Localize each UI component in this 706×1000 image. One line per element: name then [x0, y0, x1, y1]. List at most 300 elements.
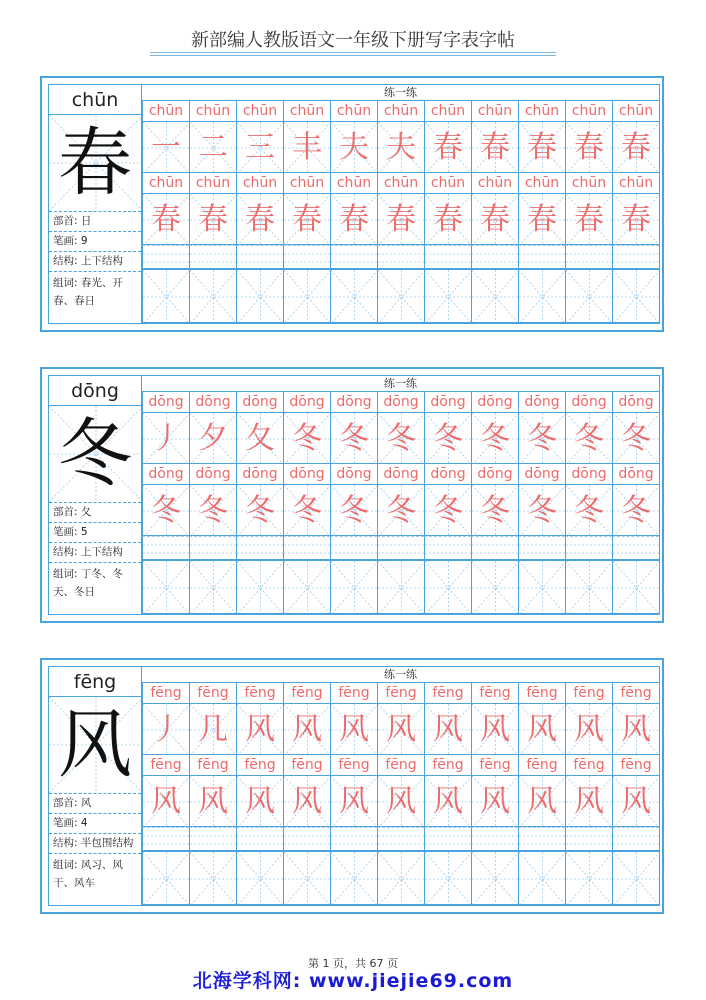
pinyin-cell: dōng	[330, 392, 377, 412]
trace-character: 冬	[339, 421, 369, 456]
writing-cell[interactable]	[377, 775, 424, 827]
writing-cell[interactable]	[330, 193, 377, 245]
pinyin-guide-lines	[237, 537, 283, 560]
pinyin-cell: dōng	[377, 392, 424, 412]
blank-pinyin-cell[interactable]	[142, 827, 189, 851]
pinyin-guide-lines	[331, 537, 377, 560]
writing-cell[interactable]	[471, 775, 518, 827]
pinyin-cell: fēng	[142, 755, 189, 775]
words-line-2: 春、春日	[53, 295, 95, 307]
pinyin-guide-lines	[378, 246, 424, 269]
writing-cell[interactable]	[236, 703, 283, 755]
writing-cell[interactable]	[518, 121, 565, 173]
blank-writing-cell[interactable]	[189, 560, 236, 614]
writing-cell[interactable]	[330, 775, 377, 827]
pinyin-guide-lines	[237, 246, 283, 269]
pinyin-guide-lines	[613, 828, 659, 851]
pinyin-guide-lines	[143, 537, 189, 560]
writing-cell[interactable]	[612, 703, 659, 755]
blank-pinyin-cell[interactable]	[471, 827, 518, 851]
writing-cell[interactable]	[377, 412, 424, 464]
mizi-guide	[378, 270, 424, 323]
trace-character: 冬	[621, 421, 651, 456]
pinyin-guide-lines	[613, 246, 659, 269]
pinyin-row	[142, 683, 659, 703]
info-row	[49, 813, 141, 833]
trace-character: 风	[151, 784, 181, 819]
blank-writing-cell[interactable]	[424, 851, 471, 905]
writing-cell[interactable]	[565, 703, 612, 755]
mizi-guide	[143, 270, 189, 323]
writing-cell[interactable]	[142, 412, 189, 464]
pinyin-cell: chūn	[330, 173, 377, 193]
writing-cell[interactable]	[424, 703, 471, 755]
writing-cell[interactable]	[236, 775, 283, 827]
writing-cell[interactable]	[142, 703, 189, 755]
words-label: 组词:	[53, 568, 81, 580]
mizi-guide	[472, 561, 518, 614]
blank-pinyin-cell[interactable]	[565, 827, 612, 851]
writing-row	[142, 193, 659, 245]
pinyin-cell: fēng	[424, 683, 471, 703]
radical-value: 夂	[80, 506, 92, 518]
blank-pinyin-cell[interactable]	[565, 536, 612, 560]
pinyin-cell: fēng	[471, 755, 518, 775]
pinyin-guide-lines	[472, 537, 518, 560]
trace-character: 风	[386, 712, 416, 747]
blank-writing-cell[interactable]	[612, 851, 659, 905]
blank-writing-cell[interactable]	[283, 560, 330, 614]
writing-cell[interactable]	[471, 412, 518, 464]
radical-value: 日	[80, 215, 92, 227]
writing-cell[interactable]	[565, 412, 612, 464]
pinyin-cell: chūn	[612, 173, 659, 193]
trace-character: 春	[245, 202, 275, 237]
main-character: 春	[58, 120, 132, 206]
blank-writing-cell[interactable]	[471, 560, 518, 614]
pinyin-cell: dōng	[565, 464, 612, 484]
writing-cell[interactable]	[612, 484, 659, 536]
pinyin-cell: chūn	[189, 173, 236, 193]
mizi-guide	[284, 561, 330, 614]
writing-cell[interactable]	[424, 412, 471, 464]
blank-writing-cell[interactable]	[612, 269, 659, 323]
writing-cell[interactable]	[189, 775, 236, 827]
blank-pinyin-cell[interactable]	[518, 245, 565, 269]
trace-character: 冬	[527, 493, 557, 528]
pinyin-cell: fēng	[189, 683, 236, 703]
pinyin-cell: dōng	[236, 392, 283, 412]
pinyin-guide-lines	[425, 246, 471, 269]
writing-cell[interactable]	[283, 193, 330, 245]
trace-character: 冬	[292, 493, 322, 528]
blank-row	[142, 851, 659, 905]
blank-pinyin-cell[interactable]	[330, 536, 377, 560]
blank-pinyin-cell[interactable]	[377, 245, 424, 269]
practice-label: 练一练	[142, 85, 659, 101]
character-card	[40, 658, 664, 914]
blank-writing-cell[interactable]	[565, 851, 612, 905]
blank-writing-cell[interactable]	[142, 560, 189, 614]
trace-character: 冬	[292, 421, 322, 456]
writing-cell[interactable]	[189, 412, 236, 464]
pinyin-cell: chūn	[471, 173, 518, 193]
writing-cell[interactable]	[565, 484, 612, 536]
info-row	[49, 211, 141, 231]
blank-writing-cell[interactable]	[330, 560, 377, 614]
blank-pinyin-cell[interactable]	[377, 827, 424, 851]
trace-character: 春	[480, 130, 510, 165]
pinyin-cell: chūn	[565, 173, 612, 193]
title-divider	[150, 55, 556, 56]
writing-cell[interactable]	[236, 193, 283, 245]
pinyin-guide-lines	[284, 537, 330, 560]
trace-character: 冬	[480, 493, 510, 528]
blank-pinyin-cell[interactable]	[236, 827, 283, 851]
mizi-guide	[190, 561, 236, 614]
blank-pinyin-cell[interactable]	[189, 245, 236, 269]
trace-character: 夫	[339, 130, 369, 165]
mizi-guide	[472, 270, 518, 323]
pinyin-cell: chūn	[424, 101, 471, 121]
writing-cell[interactable]	[424, 484, 471, 536]
blank-writing-cell[interactable]	[330, 851, 377, 905]
blank-pinyin-cell[interactable]	[518, 827, 565, 851]
writing-cell[interactable]	[189, 193, 236, 245]
practice-grid	[142, 666, 660, 906]
pinyin-cell: dōng	[565, 392, 612, 412]
blank-writing-cell[interactable]	[142, 851, 189, 905]
blank-writing-cell[interactable]	[424, 269, 471, 323]
blank-writing-cell[interactable]	[612, 560, 659, 614]
writing-cell[interactable]	[330, 484, 377, 536]
pinyin-cell: dōng	[518, 464, 565, 484]
blank-pinyin-cell[interactable]	[283, 827, 330, 851]
words-label: 组词:	[53, 277, 81, 289]
structure-label: 结构:	[53, 546, 81, 558]
pinyin-guide-lines	[378, 828, 424, 851]
main-character-box	[49, 697, 141, 793]
writing-cell[interactable]	[424, 193, 471, 245]
blank-writing-cell[interactable]	[330, 269, 377, 323]
writing-cell[interactable]	[283, 412, 330, 464]
info-row	[49, 833, 141, 853]
writing-cell[interactable]	[189, 484, 236, 536]
pinyin-row	[142, 173, 659, 193]
trace-character: 二	[198, 130, 228, 165]
trace-character: 风	[198, 784, 228, 819]
pinyin-guide-lines	[378, 537, 424, 560]
writing-cell[interactable]	[471, 121, 518, 173]
pinyin-guide-lines	[519, 828, 565, 851]
pinyin-cell: fēng	[565, 755, 612, 775]
blank-pinyin-cell[interactable]	[612, 245, 659, 269]
pinyin-row	[142, 392, 659, 412]
writing-cell[interactable]	[189, 121, 236, 173]
blank-writing-cell[interactable]	[424, 560, 471, 614]
writing-cell[interactable]	[377, 121, 424, 173]
blank-writing-cell[interactable]	[518, 269, 565, 323]
trace-character: 冬	[198, 493, 228, 528]
writing-cell[interactable]	[377, 193, 424, 245]
pinyin-cell: fēng	[518, 755, 565, 775]
writing-row	[142, 412, 659, 464]
blank-pinyin-cell[interactable]	[236, 245, 283, 269]
radical-label: 部首:	[53, 215, 81, 227]
writing-cell[interactable]	[283, 775, 330, 827]
strokes-label: 笔画:	[53, 235, 81, 247]
trace-character: 风	[574, 712, 604, 747]
writing-cell[interactable]	[142, 193, 189, 245]
trace-character: 冬	[433, 421, 463, 456]
blank-pinyin-cell[interactable]	[283, 536, 330, 560]
writing-row	[142, 484, 659, 536]
pinyin-cell: chūn	[377, 173, 424, 193]
trace-character: 风	[245, 784, 275, 819]
trace-character: 夂	[245, 421, 275, 456]
title-divider	[150, 52, 556, 53]
trace-character: 春	[574, 130, 604, 165]
writing-cell[interactable]	[612, 412, 659, 464]
trace-character: 冬	[151, 493, 181, 528]
blank-writing-cell[interactable]	[236, 269, 283, 323]
pinyin-guide-lines	[284, 828, 330, 851]
strokes-label: 笔画:	[53, 526, 81, 538]
blank-pinyin-cell[interactable]	[330, 245, 377, 269]
blank-writing-cell[interactable]	[377, 851, 424, 905]
mizi-guide	[237, 852, 283, 905]
writing-cell[interactable]	[142, 775, 189, 827]
trace-character: 春	[386, 202, 416, 237]
blank-pinyin-cell[interactable]	[142, 536, 189, 560]
writing-cell[interactable]	[424, 121, 471, 173]
writing-cell[interactable]	[377, 703, 424, 755]
pinyin-cell: fēng	[377, 683, 424, 703]
trace-character: 风	[480, 784, 510, 819]
blank-writing-cell[interactable]	[142, 269, 189, 323]
writing-cell[interactable]	[283, 703, 330, 755]
blank-writing-cell[interactable]	[236, 851, 283, 905]
blank-pinyin-cell[interactable]	[283, 245, 330, 269]
trace-character: 丰	[292, 130, 322, 165]
writing-cell[interactable]	[471, 484, 518, 536]
main-pinyin: dōng	[49, 376, 141, 406]
blank-writing-cell[interactable]	[189, 851, 236, 905]
blank-row	[142, 269, 659, 323]
writing-cell[interactable]	[283, 484, 330, 536]
blank-writing-cell[interactable]	[565, 560, 612, 614]
blank-pinyin-cell[interactable]	[424, 536, 471, 560]
blank-row	[142, 536, 659, 560]
writing-cell[interactable]	[236, 412, 283, 464]
writing-cell[interactable]	[330, 121, 377, 173]
main-character-box	[49, 406, 141, 502]
pinyin-cell: fēng	[612, 755, 659, 775]
blank-pinyin-cell[interactable]	[142, 245, 189, 269]
blank-writing-cell[interactable]	[283, 269, 330, 323]
writing-cell[interactable]	[518, 775, 565, 827]
pinyin-cell: fēng	[283, 755, 330, 775]
blank-writing-cell[interactable]	[283, 851, 330, 905]
trace-character: 夕	[198, 421, 228, 456]
writing-cell[interactable]	[612, 121, 659, 173]
pinyin-cell: chūn	[471, 101, 518, 121]
trace-character: 冬	[386, 421, 416, 456]
pinyin-cell: dōng	[377, 464, 424, 484]
trace-character: 风	[292, 784, 322, 819]
pinyin-cell: chūn	[189, 101, 236, 121]
writing-cell[interactable]	[236, 484, 283, 536]
pinyin-cell: chūn	[283, 173, 330, 193]
trace-character: 春	[433, 130, 463, 165]
blank-row	[142, 560, 659, 614]
writing-cell[interactable]	[565, 775, 612, 827]
writing-cell[interactable]	[142, 121, 189, 173]
pinyin-cell: dōng	[471, 392, 518, 412]
site-watermark: 北海学科网: www.jiejie69.com	[192, 970, 514, 992]
writing-cell[interactable]	[283, 121, 330, 173]
trace-character: 风	[292, 712, 322, 747]
mizi-guide	[425, 852, 471, 905]
info-row	[49, 231, 141, 251]
mizi-guide	[284, 270, 330, 323]
trace-character: 春	[151, 202, 181, 237]
pinyin-guide-lines	[519, 537, 565, 560]
blank-writing-cell[interactable]	[471, 269, 518, 323]
pinyin-cell: dōng	[189, 464, 236, 484]
pinyin-cell: dōng	[471, 464, 518, 484]
mizi-guide	[237, 561, 283, 614]
blank-pinyin-cell[interactable]	[471, 536, 518, 560]
words-line-2: 天、冬日	[53, 586, 95, 598]
character-info-panel	[48, 84, 142, 324]
writing-row	[142, 775, 659, 827]
trace-character: 一	[151, 130, 181, 165]
writing-cell[interactable]	[377, 484, 424, 536]
blank-pinyin-cell[interactable]	[518, 536, 565, 560]
mizi-guide	[566, 852, 612, 905]
blank-writing-cell[interactable]	[518, 560, 565, 614]
trace-character: 春	[480, 202, 510, 237]
blank-writing-cell[interactable]	[471, 851, 518, 905]
writing-cell[interactable]	[236, 121, 283, 173]
writing-cell[interactable]	[424, 775, 471, 827]
writing-cell[interactable]	[565, 121, 612, 173]
page-title: 新部编人教版语文一年级下册写字表字帖	[191, 30, 515, 51]
mizi-guide	[331, 561, 377, 614]
writing-cell[interactable]	[612, 775, 659, 827]
trace-character: 春	[292, 202, 322, 237]
blank-pinyin-cell[interactable]	[471, 245, 518, 269]
mizi-guide	[237, 270, 283, 323]
blank-pinyin-cell[interactable]	[612, 827, 659, 851]
character-card	[40, 76, 664, 332]
blank-writing-cell[interactable]	[189, 269, 236, 323]
pinyin-cell: dōng	[283, 464, 330, 484]
blank-writing-cell[interactable]	[565, 269, 612, 323]
writing-cell[interactable]	[518, 484, 565, 536]
mizi-guide	[331, 270, 377, 323]
pinyin-guide-lines	[566, 828, 612, 851]
strokes-value: 9	[80, 235, 88, 247]
blank-writing-cell[interactable]	[377, 560, 424, 614]
blank-pinyin-cell[interactable]	[612, 536, 659, 560]
main-character: 风	[58, 702, 132, 788]
trace-character: 风	[339, 784, 369, 819]
pinyin-guide-lines	[472, 246, 518, 269]
writing-cell[interactable]	[518, 412, 565, 464]
blank-writing-cell[interactable]	[518, 851, 565, 905]
writing-cell[interactable]	[330, 412, 377, 464]
pinyin-cell: fēng	[424, 755, 471, 775]
blank-pinyin-cell[interactable]	[236, 536, 283, 560]
blank-pinyin-cell[interactable]	[424, 827, 471, 851]
mizi-guide	[613, 270, 659, 323]
writing-cell[interactable]	[565, 193, 612, 245]
mizi-guide	[143, 561, 189, 614]
mizi-guide	[190, 270, 236, 323]
blank-pinyin-cell[interactable]	[189, 827, 236, 851]
writing-cell[interactable]	[189, 703, 236, 755]
mizi-guide	[284, 852, 330, 905]
pinyin-guide-lines	[425, 537, 471, 560]
pinyin-guide-lines	[284, 246, 330, 269]
trace-character: 丿	[151, 712, 181, 747]
writing-cell[interactable]	[330, 703, 377, 755]
mizi-guide	[472, 852, 518, 905]
radical-value: 风	[80, 797, 92, 809]
pinyin-cell: chūn	[612, 101, 659, 121]
writing-cell[interactable]	[518, 703, 565, 755]
words-line-2: 干、风车	[53, 877, 95, 889]
blank-pinyin-cell[interactable]	[189, 536, 236, 560]
mizi-guide	[613, 561, 659, 614]
radical-label: 部首:	[53, 506, 81, 518]
info-row	[49, 542, 141, 562]
writing-cell[interactable]	[612, 193, 659, 245]
writing-cell[interactable]	[471, 703, 518, 755]
trace-character: 风	[245, 712, 275, 747]
trace-character: 冬	[574, 421, 604, 456]
blank-pinyin-cell[interactable]	[565, 245, 612, 269]
pinyin-guide-lines	[331, 246, 377, 269]
blank-pinyin-cell[interactable]	[377, 536, 424, 560]
pinyin-cell: fēng	[565, 683, 612, 703]
pinyin-cell: dōng	[236, 464, 283, 484]
trace-character: 几	[198, 712, 228, 747]
blank-pinyin-cell[interactable]	[424, 245, 471, 269]
writing-cell[interactable]	[142, 484, 189, 536]
blank-pinyin-cell[interactable]	[330, 827, 377, 851]
trace-character: 风	[574, 784, 604, 819]
trace-character: 冬	[433, 493, 463, 528]
pinyin-cell: dōng	[330, 464, 377, 484]
pinyin-cell: chūn	[236, 173, 283, 193]
trace-character: 风	[527, 784, 557, 819]
pinyin-cell: dōng	[142, 464, 189, 484]
page-info: 第 1 页，共 67 页	[308, 957, 398, 970]
pinyin-cell: chūn	[377, 101, 424, 121]
pinyin-cell: chūn	[236, 101, 283, 121]
writing-cell[interactable]	[471, 193, 518, 245]
pinyin-cell: chūn	[330, 101, 377, 121]
writing-cell[interactable]	[518, 193, 565, 245]
pinyin-cell: dōng	[518, 392, 565, 412]
blank-writing-cell[interactable]	[377, 269, 424, 323]
blank-writing-cell[interactable]	[236, 560, 283, 614]
pinyin-cell: fēng	[236, 755, 283, 775]
pinyin-cell: fēng	[330, 755, 377, 775]
